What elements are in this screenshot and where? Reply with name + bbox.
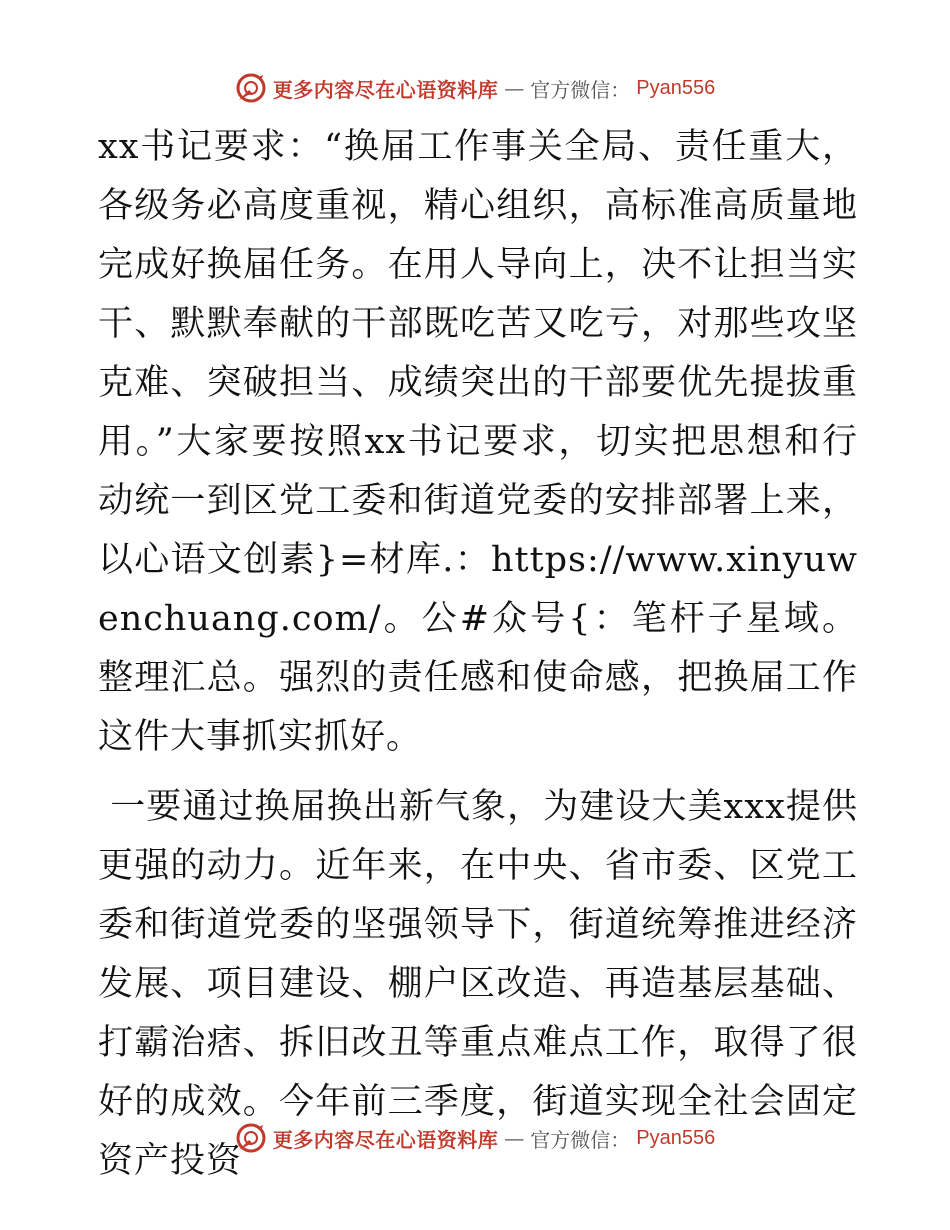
header-banner bbox=[0, 72, 950, 104]
paragraph-2: 一要通过换届换出新气象，为建设大美xxx提供更强的动力。近年来，在中央、省市委、区党工委和街道党委的坚强领导下，街道统筹推进经济发展、项目建设、棚户区改造、再造基层基础、打霸治痞、拆旧改丑等重点难点工作，取得了很好的成效。今年前三季度，街道实现全社会固定资产投资 bbox=[98, 787, 858, 1181]
footer-wechat-id: Pyan556 bbox=[636, 1126, 716, 1149]
header-separator: — bbox=[504, 76, 525, 100]
document-body bbox=[98, 118, 858, 1191]
pen-circle-logo-icon bbox=[235, 72, 267, 104]
footer-wechat-label: 官方微信： bbox=[530, 1127, 631, 1152]
footer-brand-text: 更多内容尽在心语资料库 bbox=[272, 1127, 499, 1152]
footer-separator: — bbox=[504, 1126, 525, 1150]
paragraph-1: xx书记要求：“换届工作事关全局、责任重大，各级务必高度重视，精心组织，高标准高质量地完成好换届任务。在用人导向上，决不让担当实干、默默奉献的干部既吃苦又吃亏，对那些攻坚克难、突破担当、成绩突出的干部要优先提拔重用。”大家要按照xx书记要求，切实把思想和行动统一到区党工委和街道党委的安排部署上来，以心语文创素}=材库.：https://www.xinyuwenchuang.com/。公#众号{：笔杆子星域。整理汇总。强烈的责任感和使命感，把换届工作这件大事抓实抓好。 bbox=[98, 127, 858, 757]
pen-circle-logo-icon bbox=[235, 1122, 267, 1154]
footer-banner bbox=[0, 1122, 950, 1154]
header-wechat-label: 官方微信： bbox=[530, 77, 631, 102]
header-wechat-id: Pyan556 bbox=[636, 76, 716, 99]
header-brand-text: 更多内容尽在心语资料库 bbox=[272, 77, 499, 102]
